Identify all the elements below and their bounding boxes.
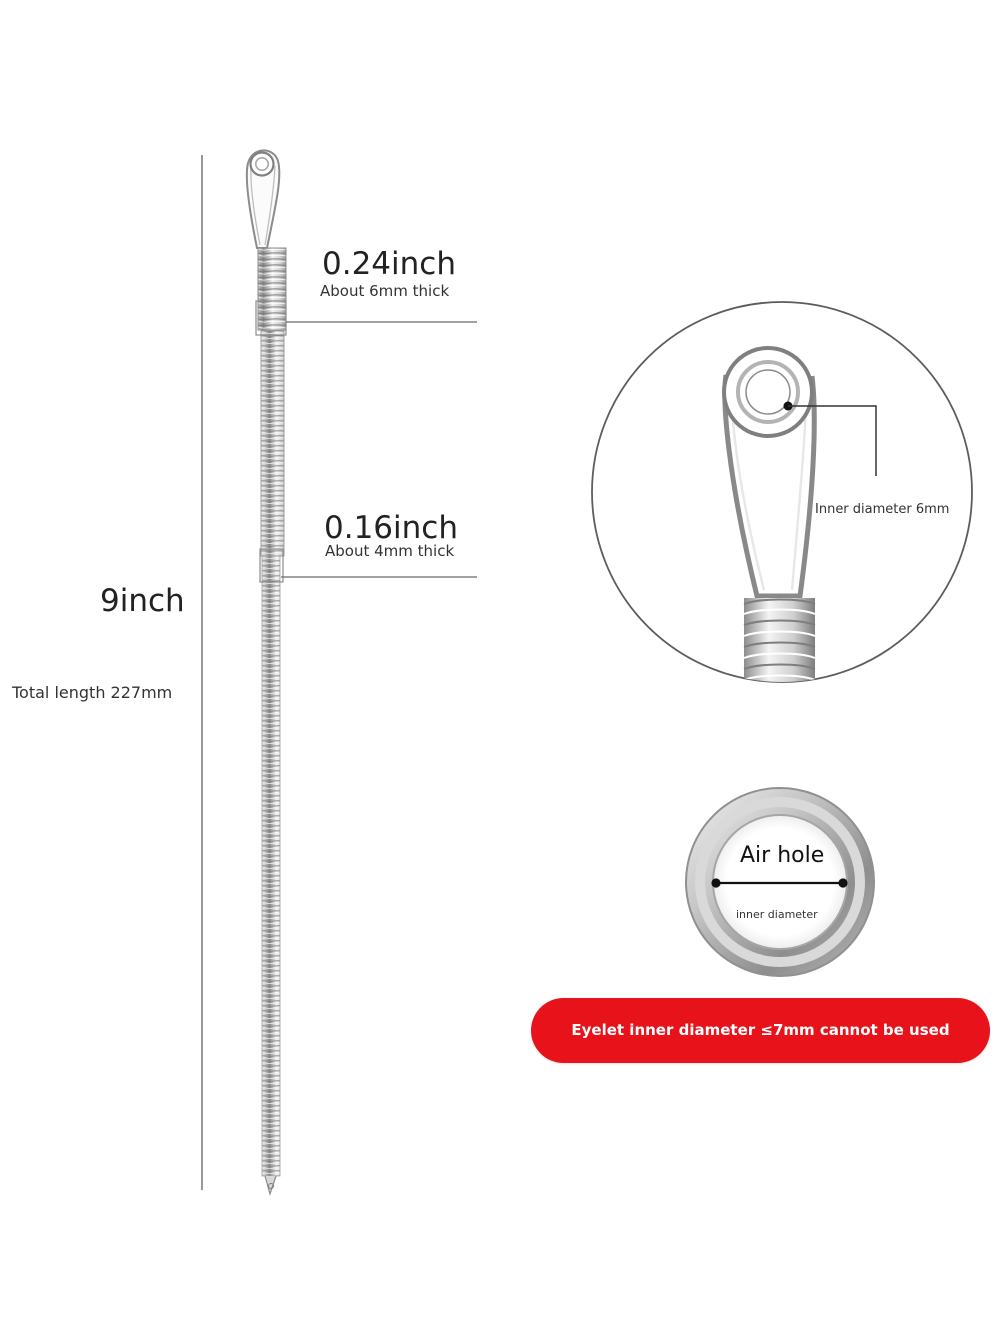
- length-total-label: Total length 227mm: [12, 683, 173, 702]
- warning-text: Eyelet inner diameter ≤7mm cannot be used: [571, 1021, 950, 1039]
- air-hole-title: Air hole: [740, 843, 825, 868]
- warning-banner: [531, 998, 990, 1063]
- thickness-top-mm-label: About 6mm thick: [320, 282, 450, 300]
- air-hole-subtitle: inner diameter: [736, 908, 818, 921]
- spring-tool-icon: [247, 150, 286, 1194]
- thickness-middle-mm-label: About 4mm thick: [325, 542, 455, 560]
- length-inch-label: 9inch: [100, 583, 185, 619]
- thickness-top-inch-label: 0.24inch: [322, 246, 456, 282]
- thickness-middle-inch-label: 0.16inch: [324, 510, 458, 546]
- air-hole-ring-icon: [686, 788, 874, 976]
- loop-inner-diameter-label: Inner diameter 6mm: [815, 502, 950, 517]
